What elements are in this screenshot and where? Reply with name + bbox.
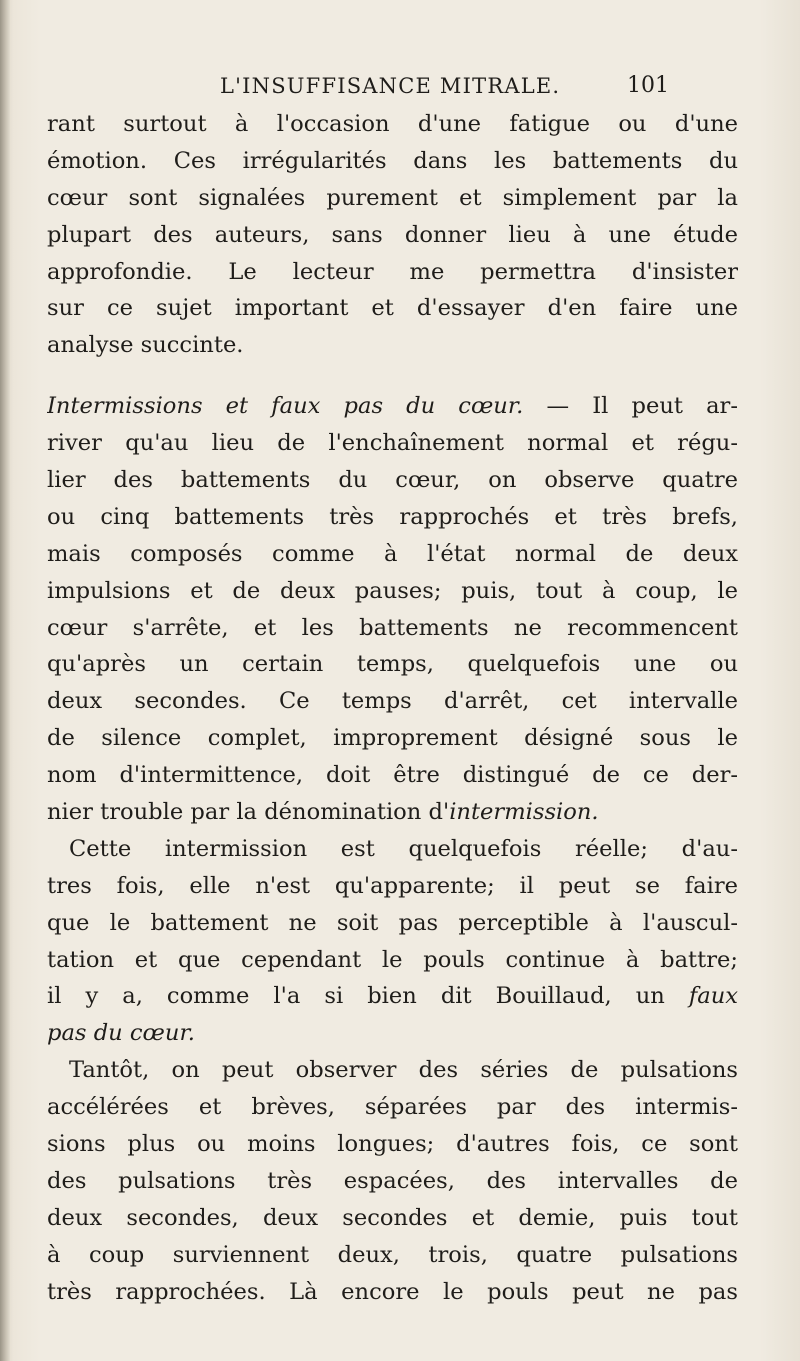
text-line: rant surtout à l'occasion d'une fatigue ou d'une bbox=[47, 111, 738, 137]
text-line: Cette intermission est quelquefois réelle; d'au- bbox=[69, 835, 738, 862]
text-line: impulsions et de deux pauses; puis, tout à coup, le bbox=[47, 577, 738, 604]
text-line: deux secondes, deux secondes et demie, puis tout bbox=[47, 1204, 738, 1231]
section-heading-tail: — Il peut ar- bbox=[523, 393, 738, 420]
running-head bbox=[0, 66, 800, 106]
text-line: ou cinq battements très rapprochés et très brefs, bbox=[47, 503, 738, 530]
text-line: à coup surviennent deux, trois, quatre pulsations bbox=[47, 1241, 738, 1268]
text-line: river qu'au lieu de l'enchaînement normal et régu- bbox=[47, 430, 738, 457]
text-line: cœur sont signalées purement et simplement par la bbox=[47, 184, 738, 211]
text-line bbox=[47, 1015, 738, 1052]
italic-term: pas du cœur. bbox=[47, 1020, 195, 1047]
text-line: tres fois, elle n'est qu'apparente; il peut se faire bbox=[47, 872, 738, 899]
text-line: Tantôt, on peut observer des séries de pulsations bbox=[69, 1057, 738, 1084]
body-text bbox=[47, 106, 738, 1311]
paragraph-3 bbox=[47, 831, 738, 1052]
running-head-title: L'INSUFFISANCE MITRALE. bbox=[220, 74, 561, 98]
text-line bbox=[47, 794, 738, 831]
text-line: tation et que cependant le pouls continue à battre; bbox=[47, 946, 738, 973]
text-line: cœur s'arrête, et les battements ne recommencent bbox=[47, 614, 738, 641]
paragraph-spacer bbox=[47, 364, 738, 388]
paragraph-1 bbox=[47, 106, 738, 364]
text-line: émotion. Ces irrégularités dans les battements du bbox=[47, 147, 738, 174]
paragraph-4 bbox=[47, 1052, 738, 1310]
text-line bbox=[47, 978, 738, 1015]
text-line: analyse succinte. bbox=[47, 332, 244, 359]
italic-term: intermission. bbox=[449, 799, 599, 826]
text-line: lier des battements du cœur, on observe quatre bbox=[47, 467, 738, 494]
text-line: très rapprochées. Là encore le pouls peut ne pas bbox=[47, 1278, 738, 1305]
text-line: de silence complet, improprement désigné sous le bbox=[47, 725, 738, 752]
text-line: sur ce sujet important et d'essayer d'en faire une bbox=[47, 295, 738, 322]
text-line: nom d'intermittence, doit être distingué de ce der- bbox=[47, 762, 738, 789]
text-line: accélérées et brèves, séparées par des intermis- bbox=[47, 1094, 738, 1121]
text-run: nier trouble par la dénomination d' bbox=[47, 799, 450, 826]
text-line bbox=[47, 388, 738, 425]
italic-term: faux bbox=[688, 983, 738, 1010]
section-heading: Intermissions et faux pas du cœur. bbox=[47, 393, 524, 420]
text-line: mais composés comme à l'état normal de deux bbox=[47, 540, 738, 567]
paragraph-2 bbox=[47, 388, 738, 831]
text-line: sions plus ou moins longues; d'autres fois, ce sont bbox=[47, 1131, 738, 1158]
text-run: il y a, comme l'a si bien dit Bouillaud, un bbox=[47, 983, 689, 1010]
text-line: que le battement ne soit pas perceptible à l'auscul- bbox=[47, 909, 738, 936]
text-line: des pulsations très espacées, des intervalles de bbox=[47, 1167, 738, 1194]
text-line: approfondie. Le lecteur me permettra d'insister bbox=[47, 258, 738, 285]
text-line: qu'après un certain temps, quelquefois une ou bbox=[47, 651, 738, 678]
text-line: deux secondes. Ce temps d'arrêt, cet intervalle bbox=[47, 688, 738, 715]
page-gutter-edge bbox=[0, 0, 10, 1361]
page-number: 101 bbox=[627, 73, 669, 98]
text-line: plupart des auteurs, sans donner lieu à une étude bbox=[47, 221, 738, 248]
